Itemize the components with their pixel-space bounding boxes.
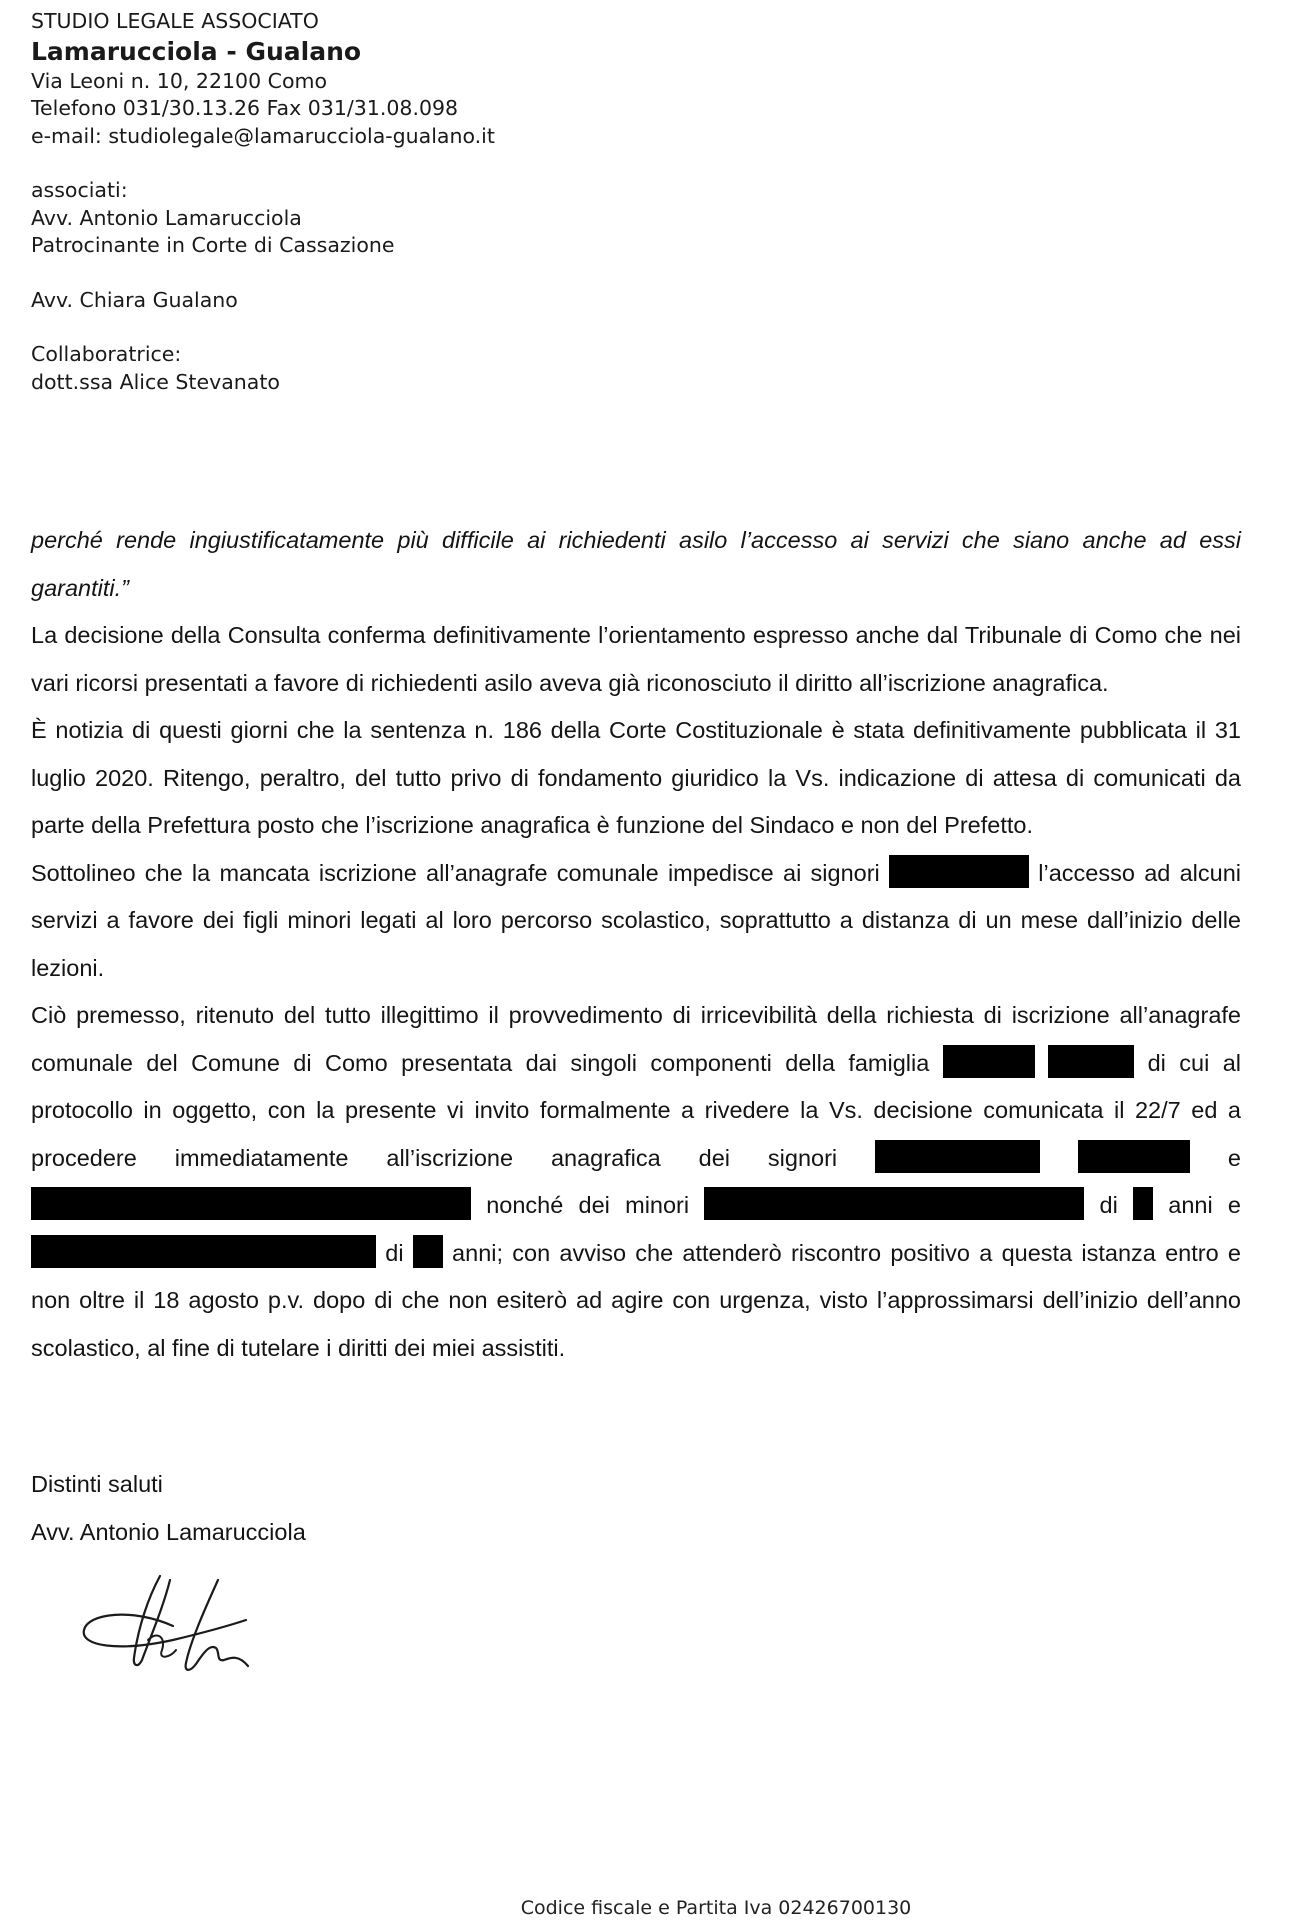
- redaction-block: [704, 1187, 1084, 1220]
- redaction-block: [943, 1045, 1035, 1078]
- paragraph-iscrizione: Sottolineo che la mancata iscrizione all’anagrafe comunale impedisce ai signori l’accesso ad alcuni servizi a favore dei figli minori legati al loro percorso scolastico, soprattutto a distanza di un mese dall’inizio delle lezioni.: [31, 850, 1241, 993]
- collaborator: dott.ssa Alice Stevanato: [31, 369, 280, 394]
- firm-email: e-mail: studiolegale@lamarucciola-gualano.it: [31, 123, 495, 148]
- paragraph-richiesta: Ciò premesso, ritenuto del tutto illegittimo il provvedimento di irricevibilità della richiesta di iscrizione all’anagrafe comunale del Comune di Como presentata dai singoli componenti della famiglia di cui al protocollo in oggetto, con la presente vi invito formalmente a rivedere la Vs. decisione comunicata il 22/7 ed a procedere immediatamente all’iscrizione anagrafica dei signori e nonché dei minori di anni e di anni; con avviso che attenderò riscontro positivo a questa istanza entro e non oltre il 18 agosto p.v. dopo di che non esiterò ad agire con urgenza, visto l’approssimarsi dell’inizio dell’anno scolastico, al fine di tutelare i diritti dei miei assistiti.: [31, 1002, 1242, 1361]
- footer-tax-id: Codice fiscale e Partita Iva 02426700130: [520, 1897, 912, 1919]
- studio-label: STUDIO LEGALE ASSOCIATO: [31, 9, 319, 33]
- firm-phone-fax: Telefono 031/30.13.26 Fax 031/31.08.098: [31, 96, 459, 120]
- closing-greeting: Distinti saluti: [31, 1471, 163, 1497]
- handwritten-signature: [78, 1568, 253, 1678]
- redaction-block: [413, 1235, 443, 1268]
- firm-address: Via Leoni n. 10, 22100 Como: [31, 68, 328, 93]
- redaction-block: [31, 1235, 376, 1268]
- firm-name: Lamarucciola - Gualano: [31, 36, 362, 66]
- letter-body: [31, 517, 1241, 1372]
- associate-2: Avv. Chiara Gualano: [31, 287, 238, 312]
- signer-name: Avv. Antonio Lamarucciola: [31, 1518, 306, 1545]
- closing: [31, 1461, 306, 1556]
- associate-1-title: Patrocinante in Corte di Cassazione: [31, 233, 395, 257]
- redaction-block: [889, 855, 1029, 888]
- associate-1: Avv. Antonio Lamarucciola: [31, 205, 302, 230]
- collaborator-label: Collaboratrice:: [31, 342, 182, 366]
- paragraph-consulta: La decisione della Consulta conferma definitivamente l’orientamento espresso anche dal Tribunale di Como che nei vari ricorsi presentati a favore di richiedenti asilo aveva già riconosciuto il diritto all’iscrizione anagrafica.: [31, 622, 1241, 696]
- redaction-block: [1048, 1045, 1134, 1078]
- redaction-block: [1078, 1140, 1190, 1173]
- paragraph-sentenza: È notizia di questi giorni che la sentenza n. 186 della Corte Costituzionale è stata definitivamente pubblicata il 31 luglio 2020. Ritengo, peraltro, del tutto privo di fondamento giuridico la Vs. indicazione di attesa di comunicati da parte della Prefettura posto che l’iscrizione anagrafica è funzione del Sindaco e non del Prefetto.: [31, 717, 1241, 838]
- associates-label: associati:: [31, 178, 128, 202]
- redaction-block: [1133, 1187, 1153, 1220]
- footer: [0, 1897, 1292, 1919]
- letterhead: [31, 8, 495, 396]
- redaction-block: [31, 1187, 471, 1220]
- redaction-block: [875, 1140, 1040, 1173]
- quoted-passage: perché rende ingiustificatamente più difficile ai richiedenti asilo l’accesso ai servizi che siano anche ad essi garantiti.”: [31, 527, 1241, 601]
